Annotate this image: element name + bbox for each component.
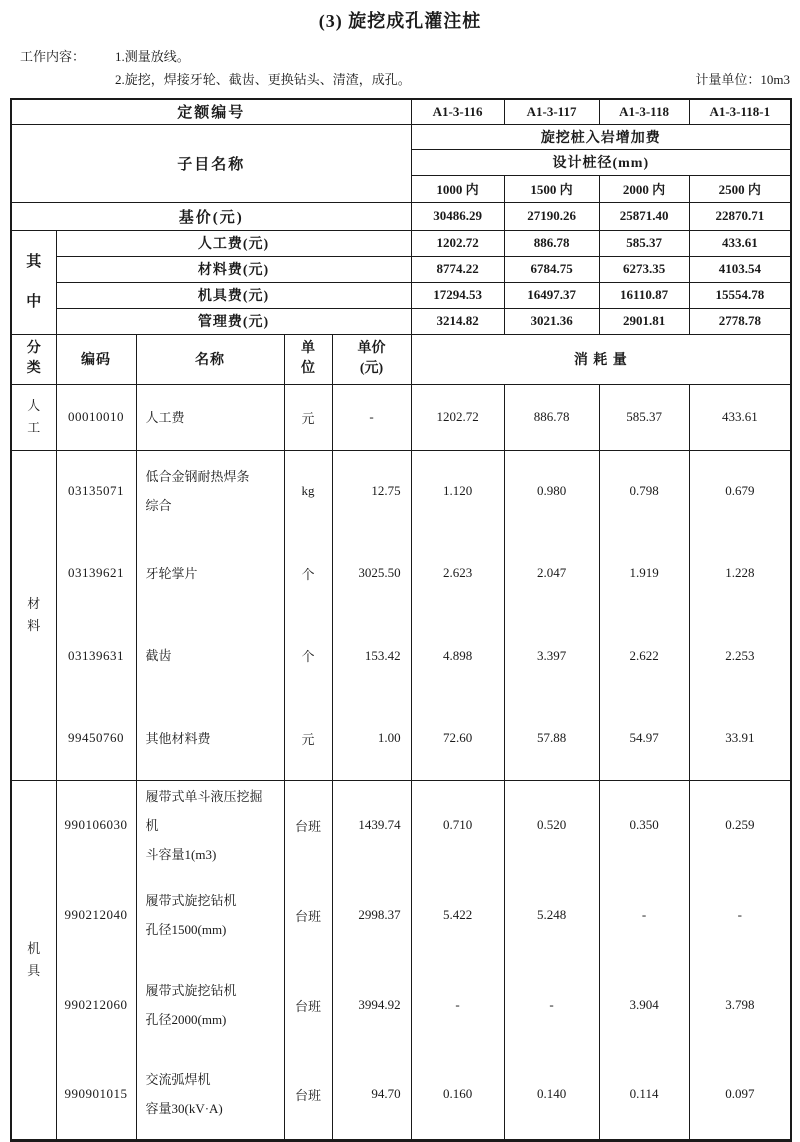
fee-row-management — [11, 308, 791, 334]
consumption-value: 0.798 — [599, 450, 689, 532]
item-unit: 元 — [284, 697, 332, 780]
item-unit: 个 — [284, 532, 332, 614]
fee-value: 16497.37 — [504, 282, 599, 308]
item-code: 00010010 — [56, 384, 136, 450]
consumption-value: 2.253 — [689, 614, 791, 697]
consumption-value: 2.047 — [504, 532, 599, 614]
base-price-value: 30486.29 — [411, 202, 504, 230]
col-category: 分 类 — [11, 334, 56, 384]
item-name: 截齿 — [136, 614, 284, 697]
consumption-value: 0.114 — [599, 1050, 689, 1140]
among-label: 其 中 — [26, 254, 42, 310]
fee-value: 8774.22 — [411, 256, 504, 282]
diameter-value: 2500 内 — [689, 175, 791, 202]
fee-row-material — [11, 256, 791, 282]
fee-value: 3021.36 — [504, 308, 599, 334]
fee-row-labor — [11, 230, 791, 256]
consumption-value: 72.60 — [411, 697, 504, 780]
fee-value: 585.37 — [599, 230, 689, 256]
subitem-group-title: 旋挖桩入岩增加费 — [411, 124, 791, 149]
item-name: 低合金钢耐热焊条 综合 — [136, 450, 284, 532]
table-row-machine — [11, 960, 791, 1050]
category-cell-material: 材 料 — [11, 450, 56, 780]
base-price-label: 基价(元) — [11, 202, 411, 230]
item-unit: 台班 — [284, 780, 332, 870]
fee-value: 2901.81 — [599, 308, 689, 334]
quota-number-row — [11, 99, 791, 124]
consumption-value: 3.397 — [504, 614, 599, 697]
consumption-value: 1.228 — [689, 532, 791, 614]
base-price-value: 27190.26 — [504, 202, 599, 230]
quota-code: A1-3-117 — [504, 99, 599, 124]
consumption-value: - — [411, 960, 504, 1050]
item-price: 153.42 — [332, 614, 411, 697]
table-row-material — [11, 614, 791, 697]
item-unit: kg — [284, 450, 332, 532]
subitem-label: 子目名称 — [11, 124, 411, 202]
item-price: 2998.37 — [332, 870, 411, 960]
item-price: - — [332, 384, 411, 450]
item-code: 990901015 — [56, 1050, 136, 1140]
fee-label: 管理费(元) — [56, 308, 411, 334]
category-cell-labor: 人 工 — [11, 384, 56, 450]
column-header-row — [11, 334, 791, 384]
table-row-material — [11, 697, 791, 780]
item-price: 1439.74 — [332, 780, 411, 870]
item-name: 履带式旋挖钻机 孔径1500(mm) — [136, 870, 284, 960]
item-name: 履带式单斗液压挖掘机 斗容量1(m3) — [136, 780, 284, 870]
fee-value: 6784.75 — [504, 256, 599, 282]
fee-value: 16110.87 — [599, 282, 689, 308]
item-name: 其他材料费 — [136, 697, 284, 780]
consumption-value: - — [504, 960, 599, 1050]
item-price: 3025.50 — [332, 532, 411, 614]
table-row-machine — [11, 870, 791, 960]
consumption-value: 433.61 — [689, 384, 791, 450]
table-row-machine — [11, 1050, 791, 1140]
diameter-value: 2000 内 — [599, 175, 689, 202]
item-name: 人工费 — [136, 384, 284, 450]
item-code: 99450760 — [56, 697, 136, 780]
consumption-value: 1.919 — [599, 532, 689, 614]
fee-value: 17294.53 — [411, 282, 504, 308]
page-title: (3) 旋挖成孔灌注桩 — [318, 11, 482, 31]
item-name: 交流弧焊机 容量30(kV·A) — [136, 1050, 284, 1140]
consumption-value: 0.160 — [411, 1050, 504, 1140]
item-unit: 台班 — [284, 960, 332, 1050]
quota-table — [10, 98, 792, 1142]
item-unit: 元 — [284, 384, 332, 450]
work-item-1: 1.测量放线。 — [115, 49, 190, 64]
consumption-value: - — [689, 870, 791, 960]
consumption-value: 0.980 — [504, 450, 599, 532]
item-price: 12.75 — [332, 450, 411, 532]
table-row-labor — [11, 384, 791, 450]
table-row-material — [11, 532, 791, 614]
consumption-value: 2.623 — [411, 532, 504, 614]
consumption-value: 57.88 — [504, 697, 599, 780]
col-unit: 单 位 — [284, 334, 332, 384]
consumption-value: 0.259 — [689, 780, 791, 870]
consumption-value: 5.422 — [411, 870, 504, 960]
fee-value: 1202.72 — [411, 230, 504, 256]
base-price-row — [11, 202, 791, 230]
consumption-value: 3.904 — [599, 960, 689, 1050]
diameter-value: 1000 内 — [411, 175, 504, 202]
item-code: 990212060 — [56, 960, 136, 1050]
subitem-group-row — [11, 124, 791, 149]
consumption-value: 0.679 — [689, 450, 791, 532]
fee-value: 15554.78 — [689, 282, 791, 308]
col-name: 名称 — [136, 334, 284, 384]
consumption-value: - — [599, 870, 689, 960]
consumption-value: 0.710 — [411, 780, 504, 870]
consumption-value: 0.097 — [689, 1050, 791, 1140]
fee-value: 886.78 — [504, 230, 599, 256]
consumption-value: 1.120 — [411, 450, 504, 532]
fee-value: 433.61 — [689, 230, 791, 256]
item-name: 履带式旋挖钻机 孔径2000(mm) — [136, 960, 284, 1050]
diameter-value: 1500 内 — [504, 175, 599, 202]
base-price-value: 22870.71 — [689, 202, 791, 230]
quota-code: A1-3-118-1 — [689, 99, 791, 124]
item-code: 03139621 — [56, 532, 136, 614]
consumption-value: 2.622 — [599, 614, 689, 697]
item-price: 94.70 — [332, 1050, 411, 1140]
item-unit: 个 — [284, 614, 332, 697]
subitem-spec-title: 设计桩径(mm) — [411, 149, 791, 175]
table-row-machine — [11, 780, 791, 870]
consumption-value: 585.37 — [599, 384, 689, 450]
consumption-value: 1202.72 — [411, 384, 504, 450]
fee-value: 6273.35 — [599, 256, 689, 282]
work-content — [20, 45, 790, 91]
among-label-cell — [11, 230, 56, 334]
consumption-value: 0.520 — [504, 780, 599, 870]
table-row-material — [11, 450, 791, 532]
consumption-value: 0.350 — [599, 780, 689, 870]
quota-number-label: 定额编号 — [11, 99, 411, 124]
consumption-value: 886.78 — [504, 384, 599, 450]
col-consumption: 消 耗 量 — [411, 334, 791, 384]
item-price: 3994.92 — [332, 960, 411, 1050]
item-unit: 台班 — [284, 870, 332, 960]
consumption-value: 4.898 — [411, 614, 504, 697]
quota-code: A1-3-118 — [599, 99, 689, 124]
item-code: 990212040 — [56, 870, 136, 960]
item-code: 03139631 — [56, 614, 136, 697]
consumption-value: 3.798 — [689, 960, 791, 1050]
item-name: 牙轮掌片 — [136, 532, 284, 614]
measure-unit: 计量单位：10m3 — [695, 72, 790, 87]
fee-row-machine — [11, 282, 791, 308]
fee-value: 3214.82 — [411, 308, 504, 334]
consumption-value: 0.140 — [504, 1050, 599, 1140]
base-price-value: 25871.40 — [599, 202, 689, 230]
item-code: 990106030 — [56, 780, 136, 870]
item-code: 03135071 — [56, 450, 136, 532]
col-code: 编码 — [56, 334, 136, 384]
work-content-label: 工作内容： — [20, 49, 86, 64]
fee-label: 材料费(元) — [56, 256, 411, 282]
fee-value: 2778.78 — [689, 308, 791, 334]
work-item-2: 2.旋挖，焊接牙轮、截齿、更换钻头、清渣，成孔。 — [115, 72, 411, 87]
fee-label: 人工费(元) — [56, 230, 411, 256]
consumption-value: 5.248 — [504, 870, 599, 960]
fee-value: 4103.54 — [689, 256, 791, 282]
consumption-value: 33.91 — [689, 697, 791, 780]
fee-label: 机具费(元) — [56, 282, 411, 308]
col-price: 单价 (元) — [332, 334, 411, 384]
item-unit: 台班 — [284, 1050, 332, 1140]
quota-code: A1-3-116 — [411, 99, 504, 124]
category-cell-machine: 机 具 — [11, 780, 56, 1140]
item-price: 1.00 — [332, 697, 411, 780]
consumption-value: 54.97 — [599, 697, 689, 780]
